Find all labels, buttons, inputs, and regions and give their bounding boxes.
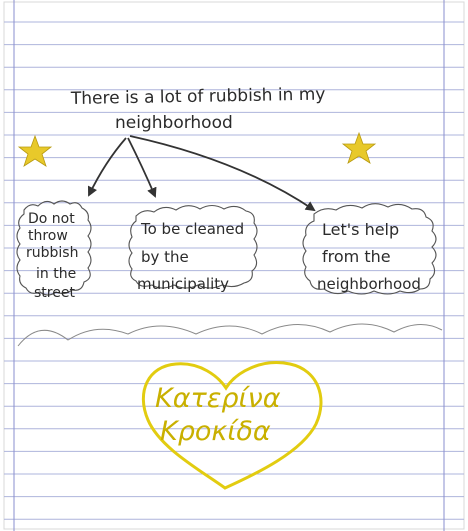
signature-line-2: Κροκίδα [160,416,271,447]
box-1-line-2: throw [28,228,68,244]
box-1-line-4: in the [36,266,77,282]
box-3-line-3: neighborhood [317,275,421,293]
box-2-line-3: municipality [137,275,230,293]
root-text-line-2: neighborhood [115,113,233,133]
box-1-line-1: Do not [28,211,75,227]
box-2-line-2: by the [141,248,189,266]
root-text-line-1: There is a lot of rubbish in my [70,84,326,109]
signature-line-1: Κατερίνα [155,383,281,414]
box-2-line-1: To be cleaned [141,220,245,238]
box-3-line-2: from the [322,247,391,266]
box-1-line-3: rubbish [26,245,79,261]
box-1-line-5: street [34,285,75,301]
box-3-line-1: Let's help [322,220,400,239]
